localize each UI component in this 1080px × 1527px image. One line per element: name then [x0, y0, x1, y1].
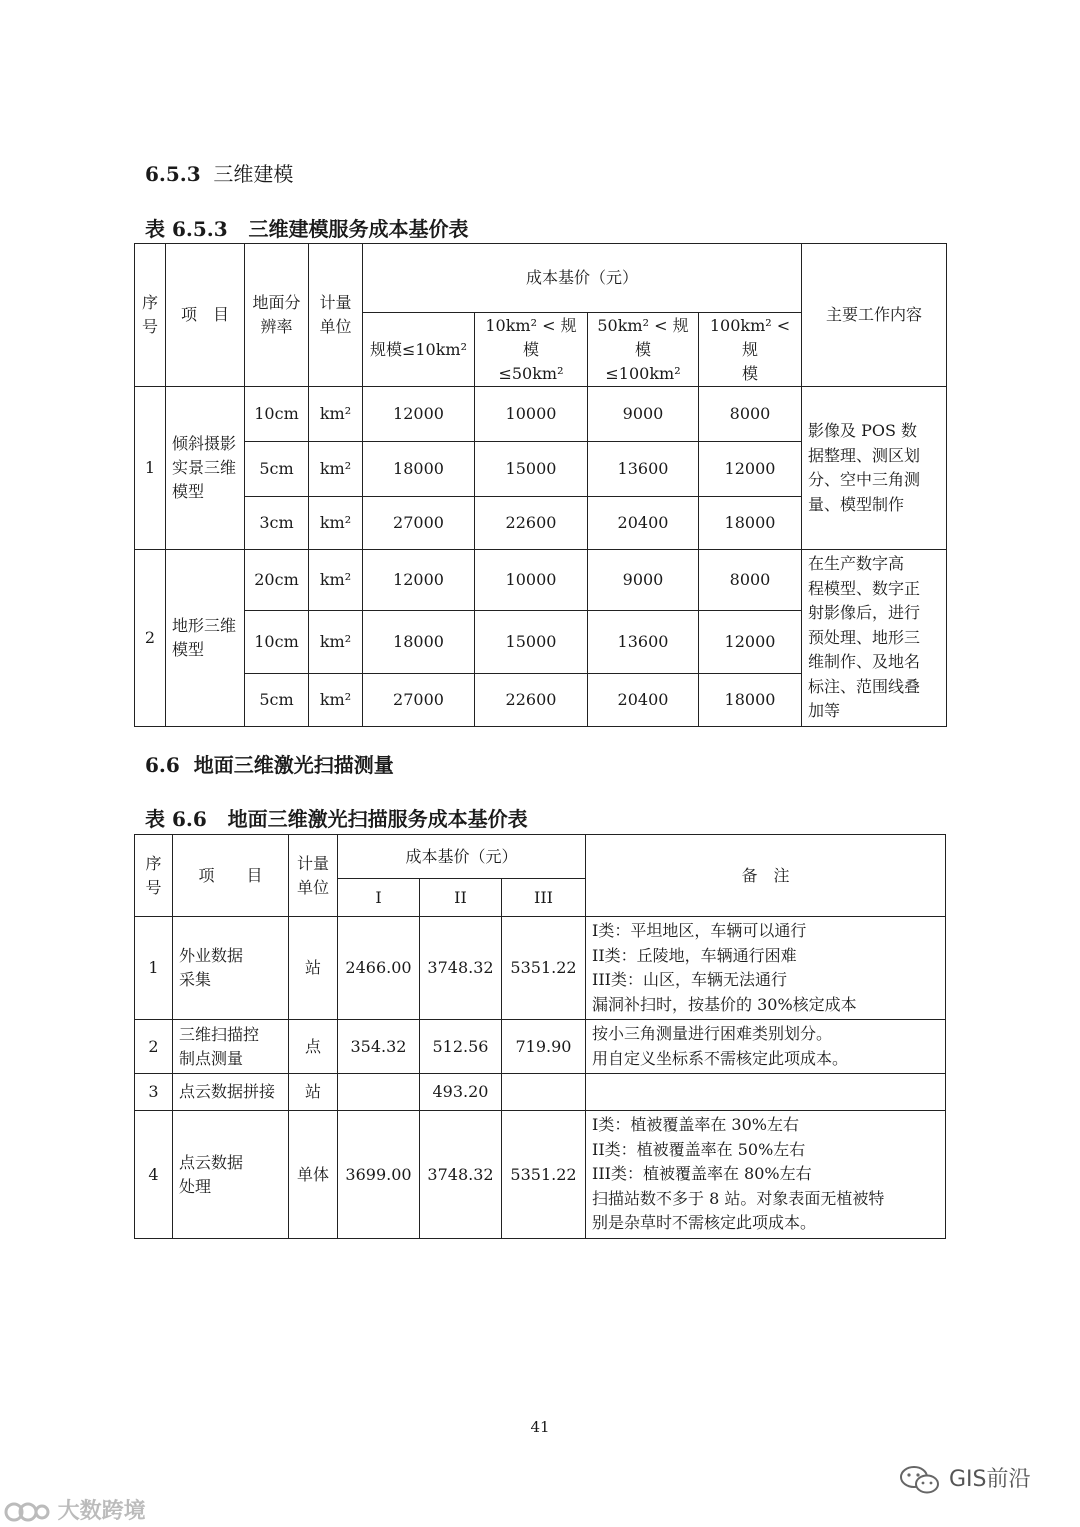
seq-cell: 1	[135, 917, 173, 1020]
item-cell: 地形三维 模型	[166, 550, 245, 727]
unit-cell: km²	[309, 497, 363, 550]
price-cell: 10000	[475, 387, 588, 442]
cost-table-6-6	[134, 834, 946, 1239]
caption-number: 表 6.5.3	[145, 217, 228, 241]
price-cell: 2466.00	[338, 917, 420, 1020]
hdr-unit: 计量 单位	[309, 244, 363, 387]
resolution-cell: 5cm	[245, 674, 309, 726]
hdr-scale-3: 50km² < 规模 ≤100km²	[588, 313, 699, 387]
price-cell: 3748.32	[420, 1111, 502, 1239]
unit-cell: km²	[309, 442, 363, 497]
price-cell: 27000	[363, 674, 475, 726]
hdr-unit: 计量 单位	[289, 835, 338, 917]
unit-cell: 点	[289, 1020, 338, 1074]
remark-cell-empty	[586, 1074, 946, 1111]
page-number: 41	[530, 1418, 550, 1436]
price-cell: 12000	[699, 442, 802, 497]
watermark-left-text: 大数跨境	[57, 1499, 146, 1524]
resolution-cell: 3cm	[245, 497, 309, 550]
price-cell: 8000	[699, 387, 802, 442]
remark-cell: I类：植被覆盖率在 30%左右 II类：植被覆盖率在 50%左右 III类：植被覆盖率在 80%左右 扫描站数不多于 8 站。对象表面无植被特 别是杂草时不需核定此项成本。	[586, 1111, 946, 1239]
price-cell: 12000	[699, 610, 802, 674]
brand-logo-icon	[4, 1499, 50, 1525]
price-cell: 3699.00	[338, 1111, 420, 1239]
section-title: 地面三维激光扫描测量	[193, 753, 394, 777]
seq-cell: 2	[135, 1020, 173, 1074]
price-cell-empty	[338, 1074, 420, 1111]
item-cell: 点云数据 处理	[173, 1111, 289, 1239]
price-cell: 719.90	[502, 1020, 586, 1074]
cost-table-6-5-3	[134, 243, 947, 727]
caption-title: 地面三维激光扫描服务成本基价表	[227, 807, 528, 831]
price-cell: 18000	[363, 610, 475, 674]
caption-title: 三维建模服务成本基价表	[248, 217, 469, 241]
table-row	[135, 1111, 946, 1239]
table-row	[135, 917, 946, 1020]
price-cell: 18000	[699, 674, 802, 726]
price-cell: 493.20	[420, 1074, 502, 1111]
hdr-resolution: 地面分 辨率	[245, 244, 309, 387]
price-cell: 9000	[588, 387, 699, 442]
resolution-cell: 20cm	[245, 550, 309, 611]
item-cell: 点云数据拼接	[173, 1074, 289, 1111]
hdr-scale-2: 10km² < 规模 ≤50km²	[475, 313, 588, 387]
hdr-scale-1: 规模≤10km²	[363, 313, 475, 387]
table-caption-6-5-3	[145, 213, 469, 242]
hdr-remark: 备 注	[586, 835, 946, 917]
price-cell: 3748.32	[420, 917, 502, 1020]
hdr-cost: 成本基价（元）	[338, 835, 586, 879]
remark-cell: I类：平坦地区，车辆可以通行 II类：丘陵地，车辆通行困难 III类：山区，车辆无法通行 漏洞补扫时，按基价的 30%核定成本	[586, 917, 946, 1020]
unit-cell: km²	[309, 674, 363, 726]
price-cell: 5351.22	[502, 917, 586, 1020]
resolution-cell: 10cm	[245, 387, 309, 442]
wechat-icon	[898, 1464, 942, 1496]
caption-number: 表 6.6	[145, 807, 207, 831]
price-cell: 5351.22	[502, 1111, 586, 1239]
price-cell: 18000	[363, 442, 475, 497]
table-caption-6-6	[145, 803, 528, 832]
price-cell: 20400	[588, 674, 699, 726]
seq-cell: 4	[135, 1111, 173, 1239]
hdr-item: 项 目	[166, 244, 245, 387]
hdr-seq: 序 号	[135, 835, 173, 917]
seq-cell: 3	[135, 1074, 173, 1111]
watermark-right	[898, 1462, 1031, 1496]
hdr-item: 项 目	[173, 835, 289, 917]
unit-cell: 站	[289, 1074, 338, 1111]
section-number: 6.6	[145, 753, 180, 777]
watermark-left	[4, 1494, 146, 1525]
content-cell: 在生产数字高 程模型、数字正 射影像后，进行 预处理、地形三 维制作、及地名 标注、范围线叠 加等	[802, 550, 947, 727]
price-cell: 9000	[588, 550, 699, 611]
section-title: 三维建模	[213, 162, 294, 186]
price-cell: 22600	[475, 674, 588, 726]
price-cell: 12000	[363, 387, 475, 442]
price-cell-empty	[502, 1074, 586, 1111]
hdr-cost: 成本基价（元）	[363, 244, 802, 313]
seq-cell: 2	[135, 550, 166, 727]
section-heading-6-5-3	[145, 158, 293, 187]
unit-cell: 站	[289, 917, 338, 1020]
section-number: 6.5.3	[145, 162, 201, 186]
price-cell: 13600	[588, 610, 699, 674]
content-cell: 影像及 POS 数 据整理、测区划 分、空中三角测 量、模型制作	[802, 387, 947, 550]
hdr-class-1: I	[338, 879, 420, 917]
hdr-class-2: II	[420, 879, 502, 917]
seq-cell: 1	[135, 387, 166, 550]
hdr-content: 主要工作内容	[802, 244, 947, 387]
hdr-seq: 序 号	[135, 244, 166, 387]
price-cell: 12000	[363, 550, 475, 611]
unit-cell: km²	[309, 610, 363, 674]
hdr-scale-4: 100km² < 规 模	[699, 313, 802, 387]
watermark-right-text: GIS前沿	[949, 1467, 1031, 1492]
remark-cell: 按小三角测量进行困难类别划分。 用自定义坐标系不需核定此项成本。	[586, 1020, 946, 1074]
table-row	[135, 387, 947, 442]
price-cell: 20400	[588, 497, 699, 550]
price-cell: 27000	[363, 497, 475, 550]
table-row	[135, 1020, 946, 1074]
price-cell: 354.32	[338, 1020, 420, 1074]
unit-cell: 单体	[289, 1111, 338, 1239]
item-cell: 三维扫描控 制点测量	[173, 1020, 289, 1074]
resolution-cell: 5cm	[245, 442, 309, 497]
hdr-class-3: III	[502, 879, 586, 917]
table-row	[135, 550, 947, 611]
item-cell: 外业数据 采集	[173, 917, 289, 1020]
unit-cell: km²	[309, 550, 363, 611]
price-cell: 512.56	[420, 1020, 502, 1074]
item-cell: 倾斜摄影 实景三维 模型	[166, 387, 245, 550]
price-cell: 13600	[588, 442, 699, 497]
table-row	[135, 1074, 946, 1111]
section-heading-6-6	[145, 749, 394, 778]
price-cell: 22600	[475, 497, 588, 550]
price-cell: 15000	[475, 442, 588, 497]
resolution-cell: 10cm	[245, 610, 309, 674]
price-cell: 8000	[699, 550, 802, 611]
price-cell: 10000	[475, 550, 588, 611]
price-cell: 15000	[475, 610, 588, 674]
price-cell: 18000	[699, 497, 802, 550]
unit-cell: km²	[309, 387, 363, 442]
